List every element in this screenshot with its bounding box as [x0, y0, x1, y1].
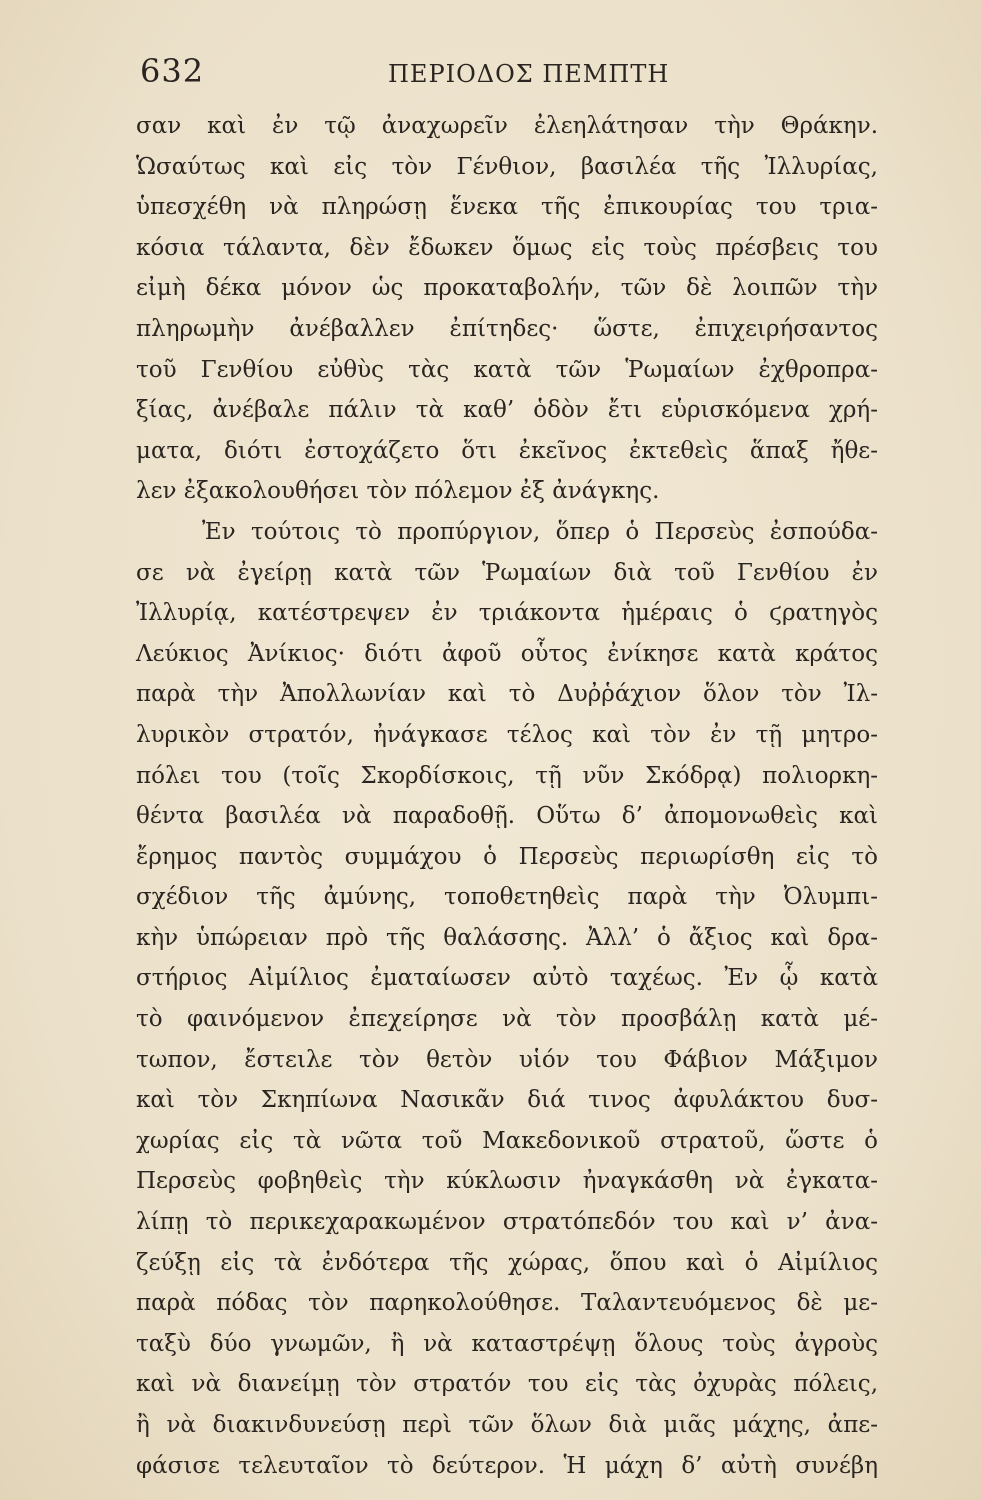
text-line: χωρίας εἰς τὰ νῶτα τοῦ Μακεδονικοῦ στρατοῦ, ὥστε ὁ [136, 1127, 878, 1154]
text-line: τοῦ Γενθίου εὐθὺς τὰς κατὰ τῶν Ῥωμαίων ἐχθροπρα- [136, 356, 878, 383]
text-line: λεν ἐξακολουθήσει τὸν πόλεμον ἐξ ἀνάγκης. [136, 478, 660, 505]
text-line: σε νὰ ἐγείρῃ κατὰ τῶν Ῥωμαίων διὰ τοῦ Γενθίου ἐν [136, 559, 878, 586]
text-line: ματα, διότι ἐστοχάζετο ὅτι ἐκεῖνος ἐκτεθεὶς ἅπαξ ἤθε- [136, 437, 878, 464]
text-line: ζεύξῃ εἰς τὰ ἐνδότερα τῆς χώρας, ὅπου καὶ ὁ Αἰμίλιος [136, 1249, 878, 1276]
text-line: θέντα βασιλέα νὰ παραδοθῇ. Οὕτω δ’ ἀπομονωθεὶς καὶ [136, 803, 878, 830]
body-text [136, 106, 878, 1486]
text-line: παρὰ πόδας τὸν παρηκολούθησε. Ταλαντευόμενος δὲ με- [136, 1290, 878, 1317]
page-header [140, 52, 875, 96]
text-line: εἰμὴ δέκα μόνον ὡς προκαταβολήν, τῶν δὲ λοιπῶν τὴν [136, 275, 878, 302]
text-line: λυρικὸν στρατόν, ἠνάγκασε τέλος καὶ τὸν ἐν τῇ μητρο- [136, 721, 878, 748]
text-line: Ὡσαύτως καὶ εἰς τὸν Γένθιον, βασιλέα τῆς Ἰλλυρίας, [136, 153, 878, 180]
text-line: Λεύκιος Ἀνίκιος· διότι ἀφοῦ οὗτος ἐνίκησε κατὰ κράτος [136, 640, 878, 667]
text-line: πληρωμὴν ἀνέβαλλεν ἐπίτηδες· ὥστε, ἐπιχειρήσαντος [136, 315, 878, 342]
text-line: σαν καὶ ἐν τῷ ἀναχωρεῖν ἐλεηλάτησαν τὴν Θράκην. [136, 113, 878, 139]
text-line: σχέδιον τῆς ἀμύνης, τοποθετηθεὶς παρὰ τὴν Ὀλυμπι- [136, 884, 878, 911]
text-line: λίπῃ τὸ περικεχαρακωμένον στρατόπεδόν του καὶ ν’ ἀνα- [136, 1209, 878, 1236]
text-line: ἢ νὰ διακινδυνεύσῃ περὶ τῶν ὅλων διὰ μιᾶς μάχης, ἀπε- [136, 1412, 878, 1438]
text-line: Ἐν τούτοις τὸ προπύργιον, ὅπερ ὁ Περσεὺς ἐσπούδα- [202, 518, 878, 545]
text-line: καὶ νὰ διανείμῃ τὸν στρατόν του εἰς τὰς ὀχυρὰς πόλεις, [136, 1371, 878, 1398]
text-line: πόλει του (τοῖς Σκορδίσκοις, τῇ νῦν Σκόδρᾳ) πολιορκη- [136, 762, 878, 789]
text-line: Περσεὺς φοβηθεὶς τὴν κύκλωσιν ἠναγκάσθη νὰ ἐγκατα- [136, 1168, 878, 1195]
text-line: καὶ τὸν Σκηπίωνα Νασικᾶν διά τινος ἀφυλάκτου δυσ- [136, 1087, 878, 1114]
text-line: ὑπεσχέθη νὰ πληρώσῃ ἕνεκα τῆς ἐπικουρίας του τρια- [136, 194, 878, 221]
text-line: ἔρημος παντὸς συμμάχου ὁ Περσεὺς περιωρίσθη εἰς τὸ [136, 843, 878, 870]
text-line: κόσια τάλαντα, δὲν ἔδωκεν ὅμως εἰς τοὺς πρέσβεις του [136, 234, 878, 261]
text-line: ταξὺ δύο γνωμῶν, ἢ νὰ καταστρέψῃ ὅλους τοὺς ἀγροὺς [136, 1330, 878, 1357]
text-line: τωπον, ἔστειλε τὸν θετὸν υἱόν του Φάβιον Μάξιμον [136, 1046, 878, 1073]
running-head: ΠΕΡΙΟΔΟΣ ΠΕΜΠΤΗ [388, 60, 670, 88]
page-number: 632 [140, 52, 205, 90]
text-line: τὸ φαινόμενον ἐπεχείρησε νὰ τὸν προσβάλῃ κατὰ μέ- [136, 1006, 878, 1033]
text-line: ξίας, ἀνέβαλε πάλιν τὰ καθ’ ὁδὸν ἔτι εὑρισκόμενα χρή- [136, 397, 878, 424]
text-line: παρὰ τὴν Ἀπολλωνίαν καὶ τὸ Δυῤῥάχιον ὅλον τὸν Ἰλ- [136, 681, 878, 708]
text-line: κὴν ὑπώρειαν πρὸ τῆς θαλάσσης. Ἀλλ’ ὁ ἄξιος καὶ δρα- [136, 924, 878, 951]
text-line: φάσισε τελευταῖον τὸ δεύτερον. Ἡ μάχη δ’ αὐτὴ συνέβη [136, 1452, 878, 1479]
text-line: στήριος Αἰμίλιος ἐματαίωσεν αὐτὸ ταχέως. Ἐν ᾧ κατὰ [136, 965, 878, 992]
text-line: Ἰλλυρίᾳ, κατέστρεψεν ἐν τριάκοντα ἡμέραις ὁ ϛρατηγὸς [136, 600, 878, 627]
